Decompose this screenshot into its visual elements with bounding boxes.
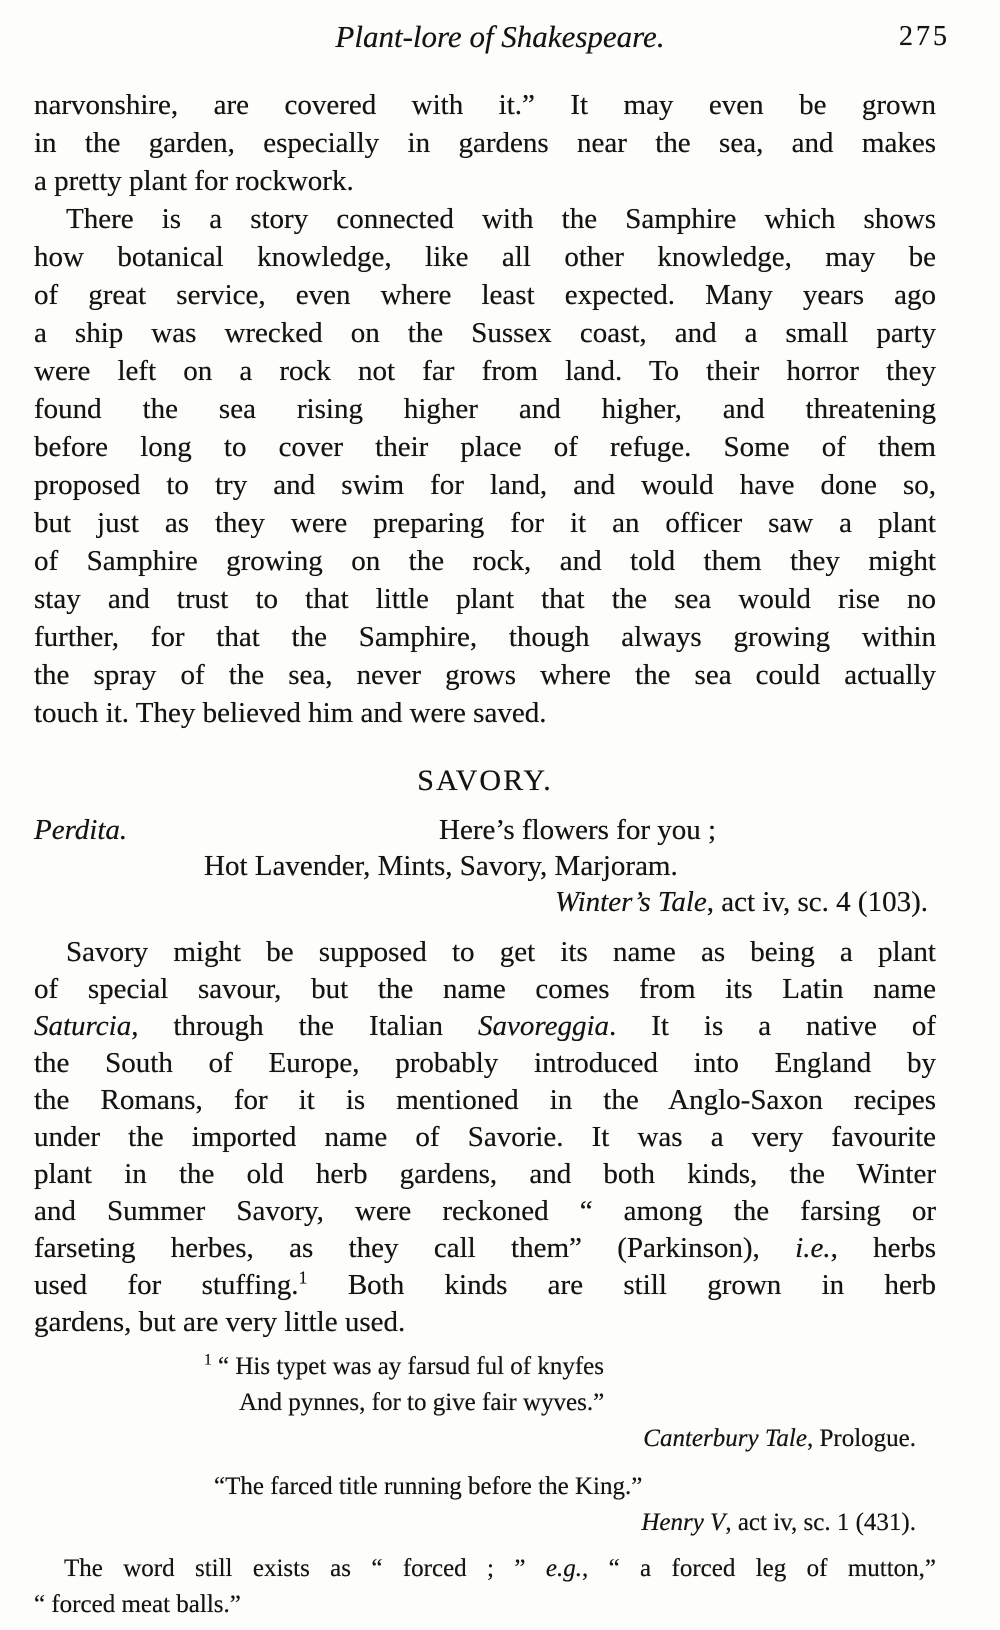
text-line: in the garden, especially in gardens near the sea, and makes	[34, 127, 936, 159]
paragraph-samphire-continuation	[34, 86, 936, 200]
page-content	[34, 86, 936, 1623]
footnote-chaucer	[34, 1349, 936, 1457]
page-number: 275	[899, 21, 950, 52]
paragraph-samphire-story	[34, 200, 936, 732]
speaker-name: Perdita.	[34, 814, 128, 846]
page-title: Plant-lore of Shakespeare.	[335, 19, 665, 54]
text-line: under the imported name of Savorie. It was a very favourite	[34, 1121, 936, 1153]
text-line: and Summer Savory, were reckoned “ among the farsing or	[34, 1195, 936, 1227]
text-line: how botanical knowledge, like all other knowledge, may be	[34, 241, 936, 273]
text-line: the South of Europe, probably introduced into England by	[34, 1047, 936, 1079]
text-line: gardens, but are very little used.	[34, 1306, 406, 1338]
footnote-citation: Canterbury Tale, Prologue.	[643, 1425, 916, 1452]
text-line: The word still exists as “ forced ; ” e.g., “ a forced leg of mutton,”	[64, 1555, 937, 1582]
text-line: found the sea rising higher and higher, and threatening	[34, 393, 936, 425]
verse-citation: Winter’s Tale, act iv, sc. 4 (103).	[555, 886, 928, 918]
text-line: plant in the old herb gardens, and both kinds, the Winter	[34, 1158, 936, 1190]
text-line: a ship was wrecked on the Sussex coast, and a small party	[34, 317, 936, 349]
text-line: “ forced meat balls.”	[34, 1591, 241, 1618]
verse-line: Hot Lavender, Mints, Savory, Marjoram.	[204, 850, 678, 882]
text-line: narvonshire, are covered with it.” It may even be grown	[34, 89, 936, 121]
footnote-henry-v	[34, 1469, 936, 1541]
verse-quotation	[34, 812, 936, 920]
text-line: of great service, even where least expected. Many years ago	[34, 279, 936, 311]
footnotes	[34, 1349, 936, 1623]
text-line: Saturcia, through the Italian Savoreggia. It is a native of	[34, 1010, 936, 1042]
text-line: further, for that the Samphire, though always growing within	[34, 621, 936, 653]
running-header	[34, 16, 966, 58]
text-line: but just as they were preparing for it an officer saw a plant	[34, 507, 936, 539]
paragraph-savory	[34, 934, 936, 1341]
text-line: There is a story connected with the Samphire which shows	[66, 203, 936, 235]
text-line: were left on a rock not far from land. To their horror they	[34, 355, 936, 387]
text-line: proposed to try and swim for land, and would have done so,	[34, 469, 936, 501]
text-line: Savory might be supposed to get its name as being a plant	[66, 936, 936, 968]
text-line: of Samphire growing on the rock, and told them they might	[34, 545, 936, 577]
verse-line	[34, 812, 936, 848]
footnote-line: And pynnes, for to give fair wyves.”	[239, 1389, 605, 1416]
footnote-forced	[34, 1551, 936, 1623]
verse-text: Here’s flowers for you ;	[439, 814, 717, 846]
text-line: of special savour, but the name comes from its Latin name	[34, 973, 936, 1005]
text-line: used for stuffing.$^1$ Both kinds are still grown in herb	[34, 1267, 936, 1301]
footnote-line: $^1$ “ His typet was ay farsud ful of knyfes	[204, 1351, 605, 1380]
text-line: stay and trust to that little plant that the sea would rise no	[34, 583, 936, 615]
text-line: touch it. They believed him and were saved.	[34, 697, 547, 729]
section-heading-savory: SAVORY.	[417, 764, 553, 797]
text-line: before long to cover their place of refuge. Some of them	[34, 431, 936, 463]
footnote-line: “The farced title running before the King.”	[214, 1473, 643, 1500]
text-line: the spray of the sea, never grows where the sea could actually	[34, 659, 936, 691]
text-line: a pretty plant for rockwork.	[34, 165, 354, 197]
text-line: farseting herbes, as they call them” (Parkinson), i.e., herbs	[34, 1232, 936, 1264]
footnote-citation: Henry V, act iv, sc. 1 (431).	[641, 1509, 916, 1536]
text-line: the Romans, for it is mentioned in the Anglo-Saxon recipes	[34, 1084, 936, 1116]
